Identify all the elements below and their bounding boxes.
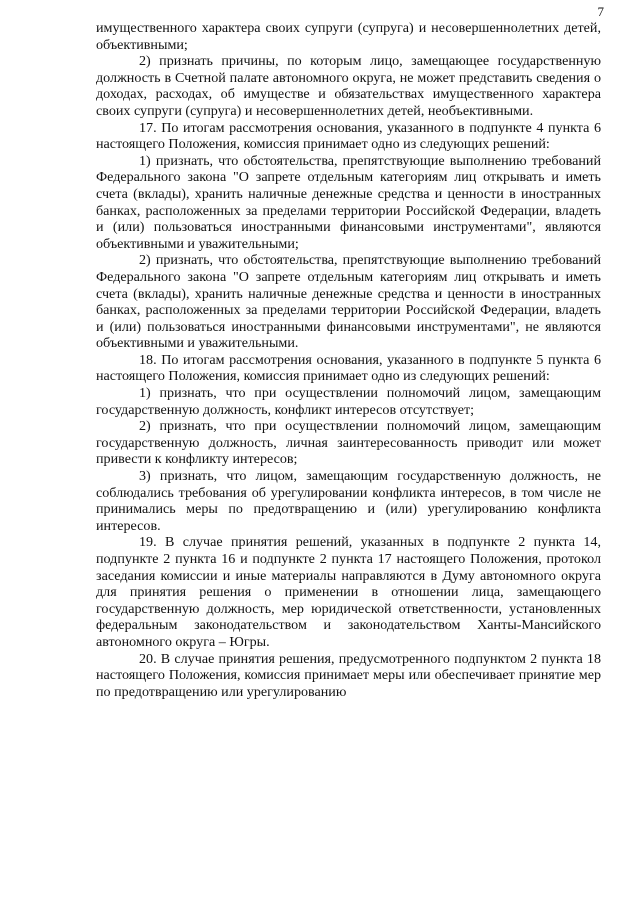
paragraph-clause-18-item-1: 1) признать, что при осуществлении полномочий лицом, замещающим государственную должность, конфликт интересов отсутствует; <box>96 385 601 418</box>
paragraph-clause-17-item-1: 1) признать, что обстоятельства, препятствующие выполнению требований Федерального закона "О запрете отдельным категориям лиц открывать и иметь счета (вклады), хранить наличные денежные средства и ценности в иностранных банках, расположенных за пределами территории Российской Федерации, владеть и (или) пользоваться иностранными финансовыми инструментами", являются объективными и уважительными; <box>96 152 601 252</box>
paragraph-clause-19: 19. В случае принятия решений, указанных в подпункте 2 пункта 14, подпункте 2 пункта 16 и подпункте 2 пункта 17 настоящего Положения, протокол заседания комиссии и иные материалы направляются в Думу автономного округа для принятия решения о применении в отношении лица, замещающего государственную должность, мер юридической ответственности, установленных федеральным законодательством и законодательством Ханты-Мансийского автономного округа – Югры. <box>96 534 601 650</box>
paragraph-subitem-2-unobjective: 2) признать причины, по которым лицо, замещающее государственную должность в Счетной палате автономного округа, не может представить сведения о доходах, расходах, об имуществе и обязательствах имущественного характера своих супруги (супруга) и несовершеннолетних детей, необъективными. <box>96 53 601 119</box>
paragraph-clause-20: 20. В случае принятия решения, предусмотренного подпунктом 2 пункта 18 настоящего Положения, комиссия принимает меры или обеспечивает принятие мер по предотвращению или урегулированию <box>96 650 601 700</box>
document-body <box>96 20 601 700</box>
paragraph-clause-17-item-2: 2) признать, что обстоятельства, препятствующие выполнению требований Федерального закона "О запрете отдельным категориям лиц открывать и иметь счета (вклады), хранить наличные денежные средства и ценности в иностранных банках, расположенных за пределами территории Российской Федерации, владеть и (или) пользоваться иностранными финансовыми инструментами", не являются объективными и уважительными. <box>96 252 601 352</box>
page-number: 7 <box>597 4 604 19</box>
paragraph-clause-18: 18. По итогам рассмотрения основания, указанного в подпункте 5 пункта 6 настоящего Положения, комиссия принимает одно из следующих решений: <box>96 351 601 385</box>
paragraph-continuation: имущественного характера своих супруги (супруга) и несовершеннолетних детей, объективными; <box>96 20 601 53</box>
paragraph-clause-17: 17. По итогам рассмотрения основания, указанного в подпункте 4 пункта 6 настоящего Положения, комиссия принимает одно из следующих решений: <box>96 119 601 153</box>
paragraph-clause-18-item-3: 3) признать, что лицом, замещающим государственную должность, не соблюдались требования об урегулировании конфликта интересов, в том числе не принимались меры по предотвращению и (или) урегулированию конфликта интересов. <box>96 468 601 534</box>
paragraph-clause-18-item-2: 2) признать, что при осуществлении полномочий лицом, замещающим государственную должность, личная заинтересованность приводит или может привести к конфликту интересов; <box>96 418 601 468</box>
